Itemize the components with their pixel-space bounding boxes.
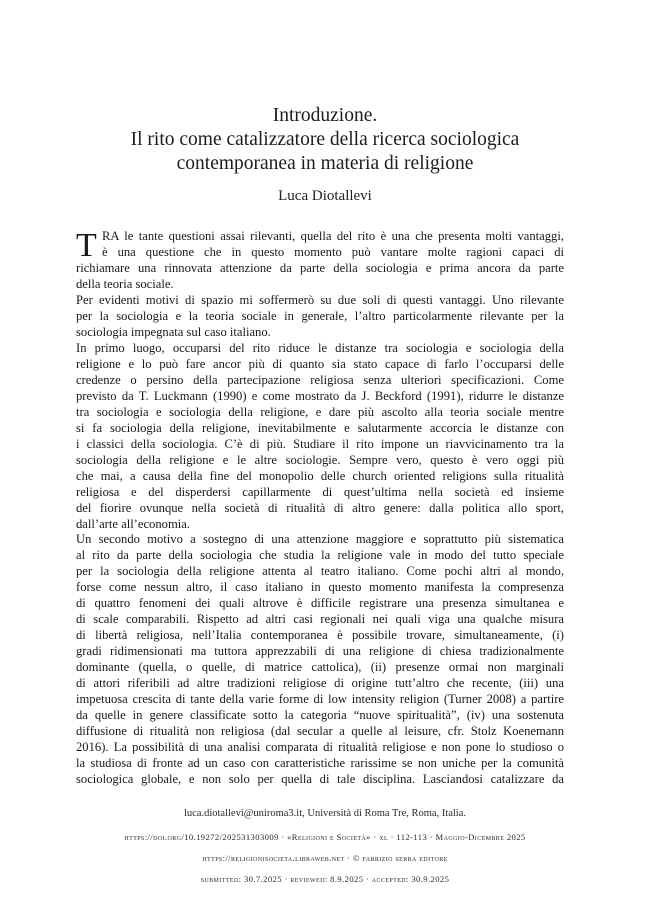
text-line: al rito da parte della sociologia che studia la religione vale in modo del tutto speciale	[76, 548, 564, 563]
text-line: i classici della sociologia. C’è di più. Studiare il rito impone un riavvicinamento tra la	[76, 436, 564, 451]
text-line: impetuosa crescita di tante della varie forme di low intensity religion (Turner 2008) a partire	[76, 692, 564, 707]
first-lines	[102, 229, 564, 261]
text-line: previsto da T. Luckmann (1990) e come mostrato da J. Beckford (1991), ridurre le distanze	[76, 388, 564, 403]
text-line: In primo luogo, occuparsi del rito riduce le distanze tra sociologia e sociologia della	[76, 340, 564, 355]
text-line: per la sociologia e la teoria sociale in generale, l’altro particolarmente rilevante per la	[76, 308, 564, 323]
title-line-2: Il rito come catalizzatore della ricerca sociologica	[130, 129, 520, 150]
text-line: religione e lo può fare ancor più di quanto sia stato capace di farlo l’occuparsi delle	[76, 356, 564, 371]
text-line: 2016). La possibilità di una analisi comparata di ritualità religiose e non pone lo studioso o	[76, 740, 564, 755]
text-line: sociologia della religione e le altre sociologie. Sempre vero, questo è vero oggi più	[76, 452, 564, 467]
body-text	[76, 261, 564, 788]
dates-line: submitted: 30.7.2025 · reviewed: 8.9.2025 · accepted: 30.9.2025	[200, 874, 450, 884]
text-line: sociologica globale, e non solo per quella di tale disciplina. Lasciandosi catalizzare da	[76, 772, 564, 786]
drop-cap: T	[76, 227, 97, 264]
text-line: da quelle in genere classificate sotto la categoria “nuove spiritualità”, (iv) una sostenuta	[76, 708, 564, 723]
text-line: religiosa e del disperdersi capillarmente di quest’ultima nella società ed insieme	[76, 484, 564, 499]
publisher-line: https://religionisocieta.libraweb.net · © fabrizio serra editore	[202, 853, 448, 863]
text-line: del fiorire ovunque nella società di ritualità di altro genere: dalla politica allo sport,	[76, 500, 564, 515]
title-line-3: contemporanea in materia di religione	[176, 153, 474, 174]
text-line: di attori riferibili ad altre tradizioni religiose di origine tutt’altro che recente, (iii) una	[76, 676, 564, 691]
article-title	[0, 104, 650, 176]
text-line: tra sociologia e sociologia della religione, e dare più ascolto alla teoria sociale mentre	[76, 404, 564, 419]
text-line: forse come nessun altro, il caso italiano in questo momento manifesta la compresenza	[76, 580, 564, 595]
text-line: richiamare una rinnovata attenzione da parte della sociologia e prima ancora da parte	[76, 261, 564, 275]
text-line: la studiosa di fronte ad un caso con caratteristiche rarissime se non uniche per la comunità	[76, 756, 564, 771]
text-line: diffusione di ritualità non religiosa (dal secular a quelle al leisure, cfr. Stolz Koenemann	[76, 724, 564, 739]
text-line: di scale comparabili. Rispetto ad altri casi regionali nei quali viga una qualche misura	[76, 612, 564, 627]
text-line: Un secondo motivo a sostegno di una attenzione maggiore e soprattutto più sistematica	[76, 532, 564, 547]
doi-line: https://doi.org/10.19272/202531303009 · «Religioni e Società» · xl · 112-113 · Maggio-Dicembre 2025	[124, 832, 526, 842]
text-line: gradi ridimensionati ma tuttora apprezzabili di una religione di chiesa tradizionalmente	[76, 644, 564, 659]
text-line: dall’arte all’economia.	[76, 516, 190, 531]
text-line: si fa sociologia della religione, inevitabilmente e salutarmente accorcia le distanze con	[76, 420, 564, 435]
text-line: che mai, a causa della fine del monopolio delle church oriented religions sulla ritualità	[76, 468, 564, 483]
text-line: per la sociologia della religione attenta al teatro italiano. Come pochi altri al mondo,	[76, 564, 564, 579]
author-name: Luca Diotallevi	[278, 188, 372, 204]
text-line: di libertà religiosa, nell’Italia contemporanea è possibile trovare, simultaneamente, (i)	[76, 628, 564, 643]
text-line: è una questione che in questo momento può vantare molte ragioni capaci di	[102, 244, 564, 259]
text-line: credenze o persino della partecipazione religiosa senza ulteriori specificazioni. Come	[76, 372, 564, 387]
text-line: della teoria sociale.	[76, 276, 174, 291]
text-line: di quattro fenomeni dei quali altrove è difficile registrare una presenza simultanea e	[76, 596, 564, 611]
text-line: sociologia impegnata sul caso italiano.	[76, 324, 271, 339]
text-line: dominante (quella, o quelle, di matrice cattolica), (ii) presenze ormai non marginali	[76, 660, 564, 675]
text-line: RA le tante questioni assai rilevanti, quella del rito è una che presenta molti vantaggi,	[102, 229, 564, 243]
author-affiliation: luca.diotallevi@uniroma3.it, Università di Roma Tre, Roma, Italia.	[183, 808, 467, 819]
title-line-1: Introduzione.	[272, 105, 378, 126]
text-line: Per evidenti motivi di spazio mi soffermerò su due soli di questi vantaggi. Uno rilevante	[76, 292, 564, 307]
